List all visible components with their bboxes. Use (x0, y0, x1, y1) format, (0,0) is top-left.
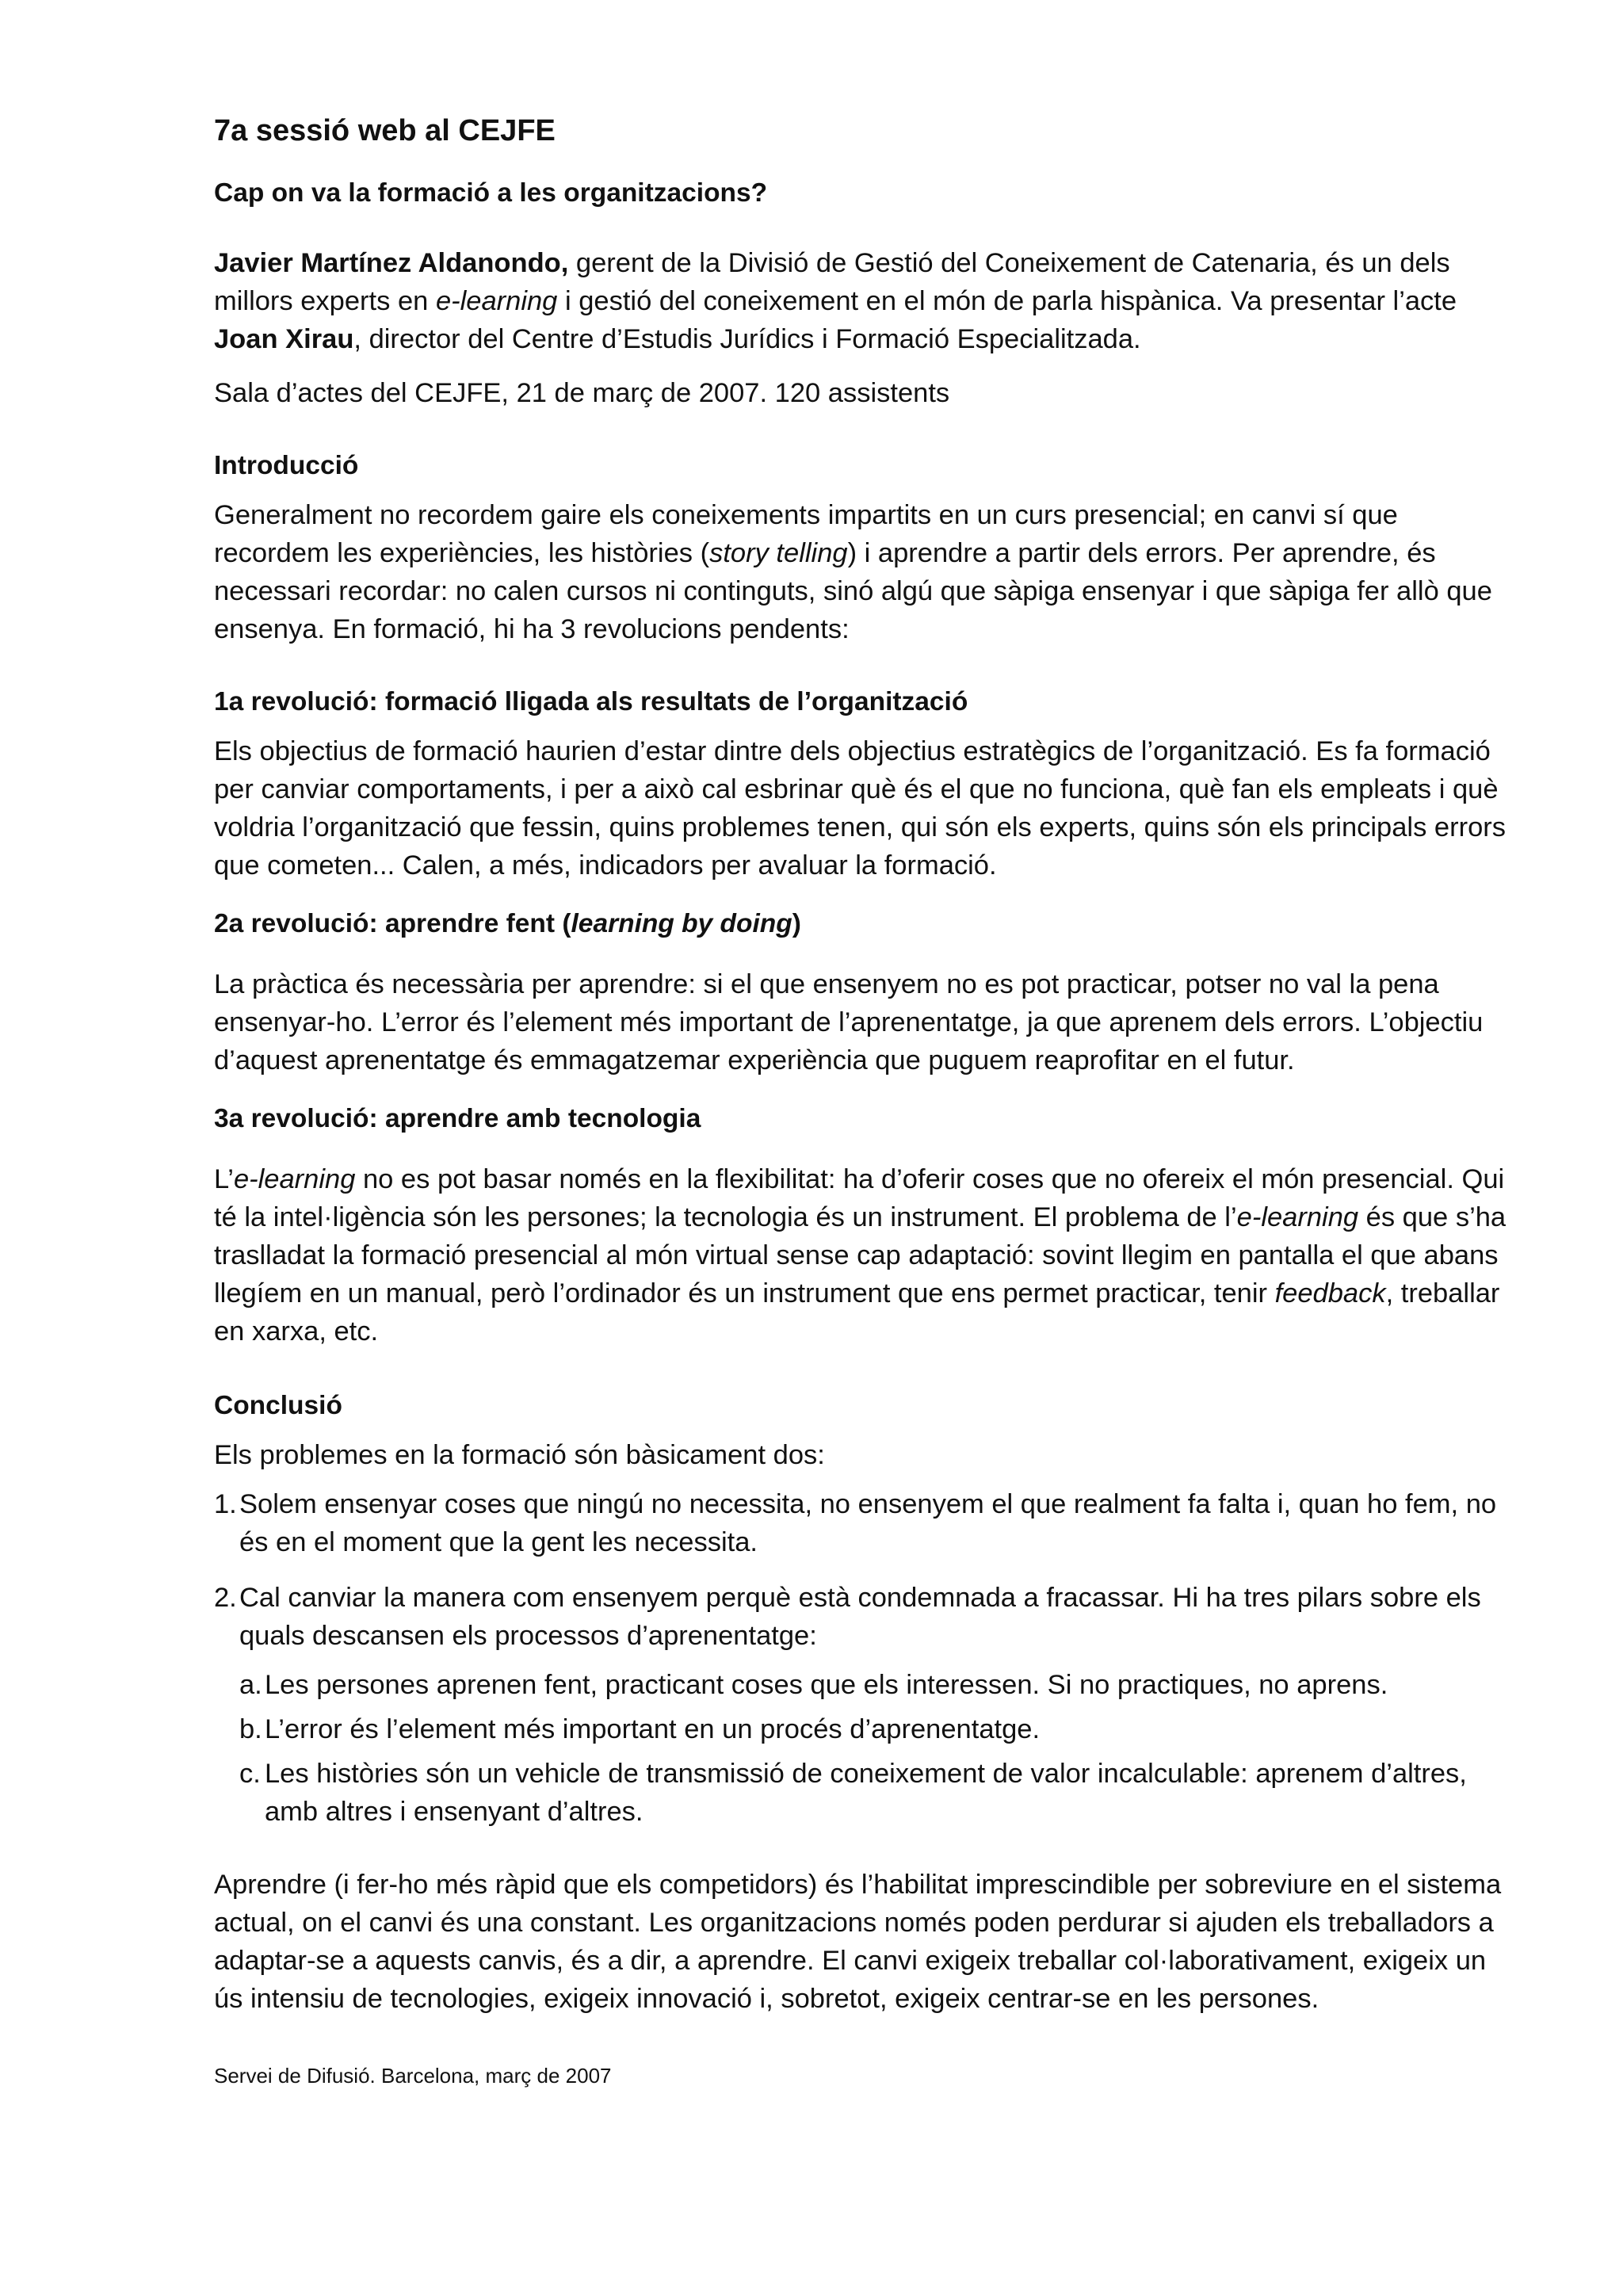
revolucio-2-paragraph: La pràctica és necessària per aprendre: si el que ensenyem no es pot practicar, potser no val la pena ensenyar-ho. L’error és l’element més important de l’aprenentatge, ja que aprenem dels errors. L’objectiu d’aquest aprenentatge és emmagatzemar experiència que puguem reaprofitar en el futur. (214, 969, 1484, 1075)
intro-paragraph (214, 244, 1514, 358)
speaker-description-emphasis: e-learning (435, 286, 558, 316)
list-item-marker: 2. (214, 1583, 237, 1613)
sub-list-item (239, 1666, 1514, 1704)
sub-list-item (239, 1710, 1514, 1748)
speaker-description-cont: i gestió del coneixement en el món de parla hispànica. Va presentar l’acte (557, 286, 1457, 316)
revolucio-1-paragraph: Els objectius de formació haurien d’estar dintre dels objectius estratègics de l’organització. Es fa formació per canviar comportaments, i per a això cal esbrinar què és el que no funciona, què fan els empleats i què voldria l’organització que fessin, quins problemes tenen, qui són els experts, quins són els principals errors que cometen... Calen, a més, indicadors per avaluar la formació. (214, 736, 1507, 881)
revolucio-3-text-cont-2: és que s’ha traslladat la formació presencial al món virtual sense cap adaptació: sovint llegim en pantalla el que abans llegíem en un manual, però l’ordinador és un instrument que ens permet practicar, tenir (214, 1202, 1507, 1308)
page-footer: Servei de Difusió. Barcelona, març de 2007 (214, 2064, 612, 2088)
sub-list-item-marker: a. (239, 1670, 262, 1700)
revolucio-2-heading-text: 2a revolució: aprendre fent ( (214, 909, 571, 938)
presenter-name: Joan Xirau (214, 324, 354, 354)
revolucio-3-text: L’ (214, 1164, 234, 1194)
revolucio-3-text-cont: no es pot basar només en la flexibilitat: ha d’oferir coses que no ofereix el món presencial. Qui té la intel·ligència són les persones; la tecnologia és un instrument. El problema de l’ (214, 1164, 1505, 1232)
revolucio-2-heading-emphasis: learning by doing (571, 909, 792, 938)
sub-list (239, 1666, 1514, 1831)
revolucio-3-emphasis-2: e-learning (1236, 1202, 1359, 1232)
sub-list-item (239, 1755, 1514, 1831)
list-item (214, 1485, 1514, 1561)
section-heading-revolucio-2 (214, 905, 1514, 943)
revolucio-3-emphasis-3: feedback (1274, 1278, 1386, 1308)
presenter-description: , director del Centre d’Estudis Jurídics i Formació Especialitzada. (353, 324, 1141, 354)
venue-line: Sala d’actes del CEJFE, 21 de març de 2007. 120 assistents (214, 378, 950, 408)
conclusio-list (214, 1485, 1514, 1837)
section-heading-introduccio: Introducció (214, 451, 359, 480)
list-item-text: Cal canviar la manera com ensenyem perquè està condemnada a fracassar. Hi ha tres pilars sobre els quals descansen els processos d’aprenentatge: (239, 1583, 1481, 1651)
list-item-text: Solem ensenyar coses que ningú no necessita, no ensenyem el que realment fa falta i, quan ho fem, no és en el moment que la gent les necessita. (239, 1489, 1497, 1557)
sub-list-item-text: L’error és l’element més important en un procés d’aprenentatge. (265, 1714, 1041, 1744)
section-heading-revolucio-1: 1a revolució: formació lligada als resultats de l’organització (214, 687, 968, 716)
revolucio-3-emphasis: e-learning (233, 1164, 356, 1194)
section-heading-conclusio: Conclusió (214, 1391, 342, 1420)
list-item (214, 1579, 1514, 1837)
closing-paragraph: Aprendre (i fer-ho més ràpid que els competidors) és l’habilitat imprescindible per sobreviure en el sistema actual, on el canvi és una constant. Les organitzacions només poden perdurar si ajuden els treballadors a adaptar-se a aquests canvis, és a dir, a aprendre. El canvi exigeix treballar col·laborativament, exigeix un ús intensiu de tecnologies, exigeix innovació i, sobretot, exigeix centrar-se en les persones. (214, 1870, 1502, 2014)
introduccio-paragraph (214, 496, 1514, 648)
sub-list-item-text: Les persones aprenen fent, practicant coses que els interessen. Si no practiques, no aprens. (265, 1670, 1388, 1700)
sub-list-item-marker: c. (239, 1759, 261, 1789)
sub-list-item-marker: b. (239, 1714, 262, 1744)
speaker-name: Javier Martínez Aldanondo, (214, 248, 569, 278)
introduccio-text: Generalment no recordem gaire els coneixements impartits en un curs presencial; en canvi sí que recordem les experiències, les històries ( (214, 500, 1398, 568)
speaker-description: gerent de la Divisió de Gestió del Coneixement de Catenaria, és un dels millors experts en (214, 248, 1450, 316)
introduccio-text-cont: ) i aprendre a partir dels errors. Per aprendre, és necessari recordar: no calen cursos ni continguts, sinó algú que sàpiga ensenyar i que sàpiga fer allò que ensenya. En formació, hi ha 3 revolucions pendents: (214, 538, 1492, 644)
conclusio-intro: Els problemes en la formació són bàsicament dos: (214, 1440, 825, 1470)
document-content (214, 111, 1514, 2018)
introduccio-emphasis: story telling (709, 538, 848, 568)
section-heading-revolucio-3: 3a revolució: aprendre amb tecnologia (214, 1104, 701, 1133)
revolucio-3-paragraph (214, 1160, 1514, 1350)
sub-list-item-text: Les històries són un vehicle de transmissió de coneixement de valor incalculable: aprenem d’altres, amb altres i ensenyant d’altres. (265, 1759, 1467, 1827)
page-subtitle: Cap on va la formació a les organitzacions? (214, 178, 768, 208)
list-item-body (239, 1579, 1514, 1837)
revolucio-2-heading-close: ) (792, 909, 801, 938)
page-title: 7a sessió web al CEJFE (214, 114, 556, 147)
list-item-marker: 1. (214, 1489, 237, 1519)
revolucio-3-text-end: , treballar en xarxa, etc. (214, 1278, 1500, 1347)
